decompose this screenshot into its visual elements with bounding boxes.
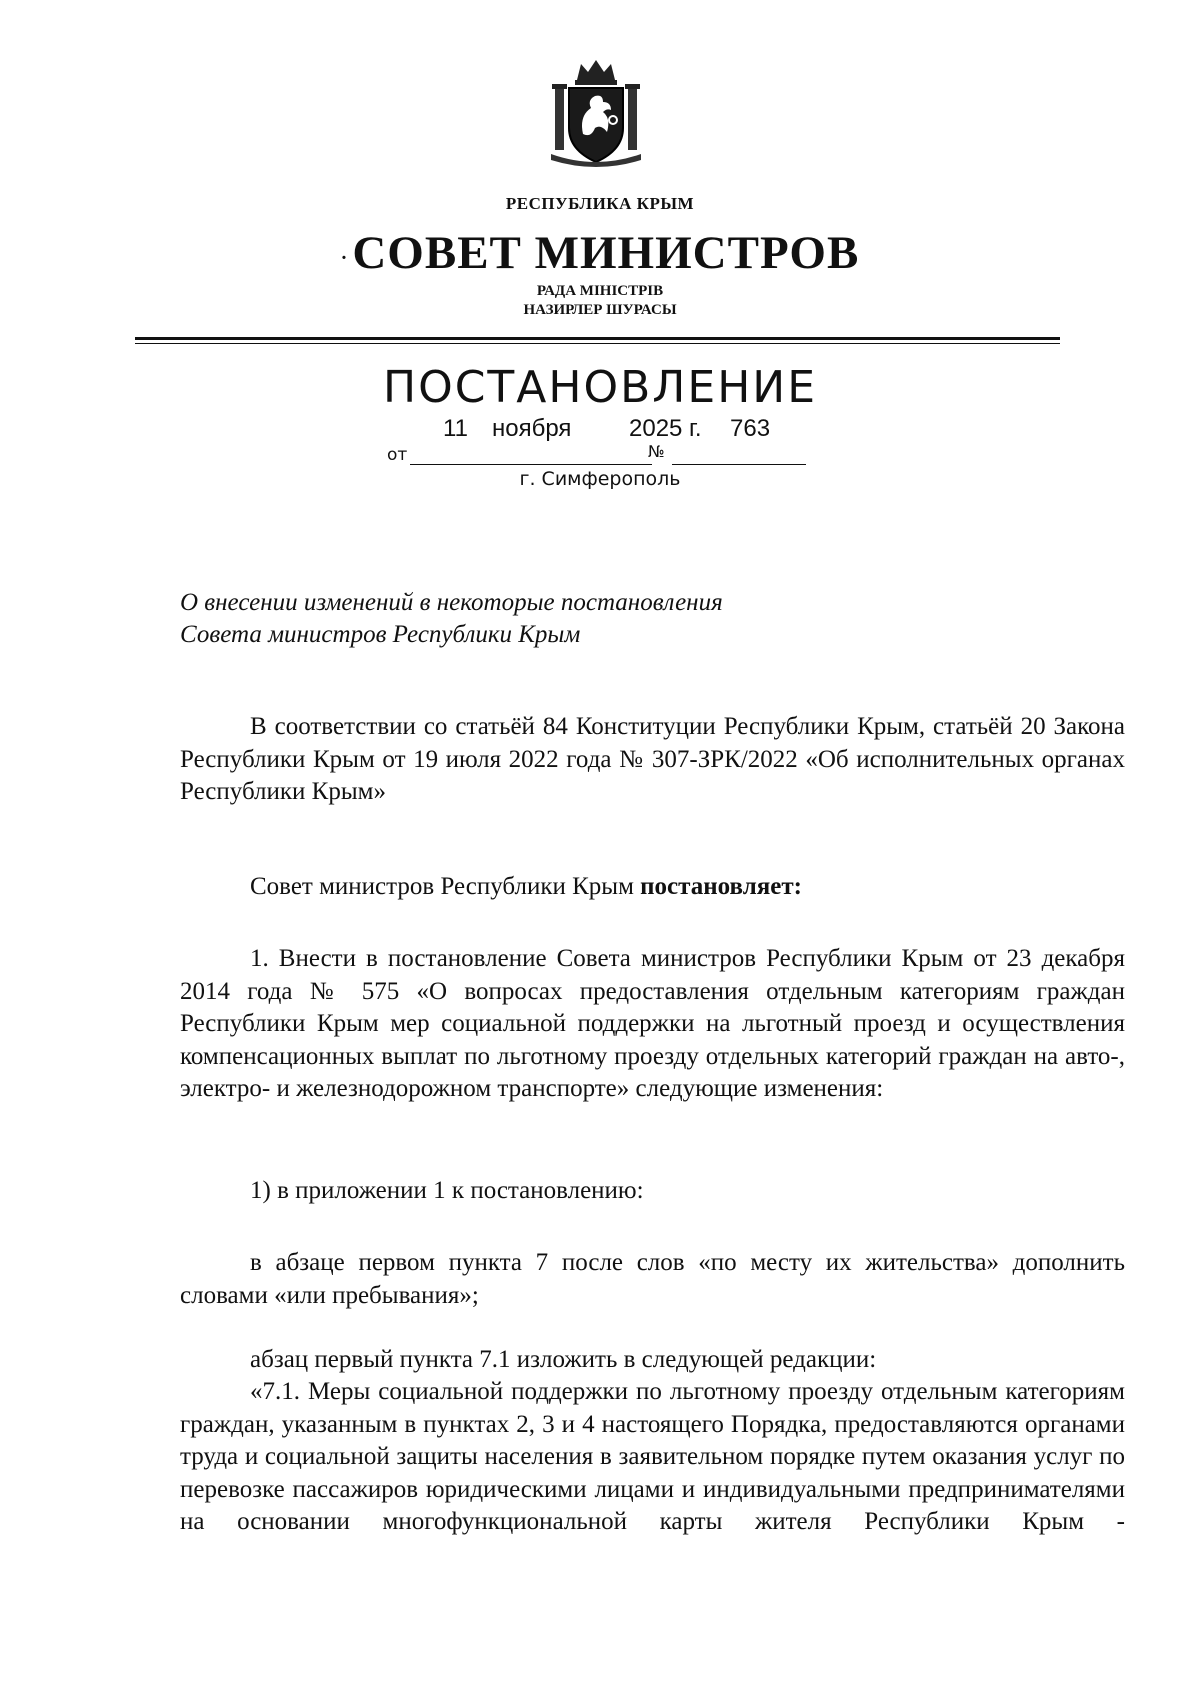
header-divider-thin [135, 343, 1060, 344]
decree-subject: О внесении изменений в некоторые постановления Совета министров Республики Крым [180, 589, 723, 648]
amendment-paragraph-7: в абзаце первом пункта 7 после слов «по месту их жительства» дополнить словами «или пребывания»; [180, 1249, 1125, 1309]
crimea-coat-of-arms-icon [541, 58, 651, 170]
decree-year: 2025 г. [629, 415, 702, 442]
decree-day: 11 [443, 415, 468, 442]
preamble-paragraph: В соответствии со статьёй 84 Конституции Республики Крым, статьёй 20 Закона Республики Крым от 19 июля 2022 года № 307-ЗРК/2022 «Об исполнительных органах Республики Крым» [180, 713, 1125, 805]
council-name: ·СОВЕТ МИНИСТРОВ [340, 227, 860, 279]
city-name: г. Симферополь [519, 468, 681, 490]
header-divider-thick [135, 337, 1060, 340]
decree-number: 763 [730, 415, 771, 442]
document-title: ПОСТАНОВЛЕНИЕ [382, 362, 817, 413]
council-name-crimean-tatar: НАЗИРЛЕР ШУРАСЫ [523, 302, 677, 318]
subclause-1-paragraph: 1) в приложении 1 к постановлению: [250, 1177, 644, 1204]
date-underline [410, 464, 652, 465]
amendment-paragraph-7-1-intro: абзац первый пункта 7.1 изложить в следующей редакции: [250, 1346, 877, 1373]
decree-month: ноября [492, 415, 572, 442]
number-underline [672, 464, 806, 465]
resolves-paragraph: Совет министров Республики Крым постановляет: [250, 873, 802, 900]
amendment-paragraph-7-1-text: «7.1. Меры социальной поддержки по льготному проезду отдельным категориям граждан, указанным в пунктах 2, 3 и 4 настоящего Порядка, предоставляются органами труда и социальной защиты населения в заявительном порядке путем оказания услуг по перевозке пассажиров юридическими лицами и индивидуальными предпринимателями на основании многофункциональной карты жителя Республики Крым - [180, 1378, 1125, 1535]
republic-name: РЕСПУБЛИКА КРЫМ [505, 194, 695, 213]
clause-1-paragraph: 1. Внести в постановление Совета министров Республики Крым от 23 декабря 2014 года № 575 «О вопросах предоставления отдельным категориям граждан Республики Крым мер социальной поддержки на льготный проезд и осуществления компенсационных выплат по льготному проезду отдельных категорий граждан на авто-, электро- и железнодорожном транспорте» следующие изменения: [180, 945, 1125, 1102]
date-label: от [387, 445, 408, 465]
number-sign: № [648, 442, 665, 461]
council-name-ukrainian: РАДА МІНІСТРІВ [536, 283, 664, 299]
